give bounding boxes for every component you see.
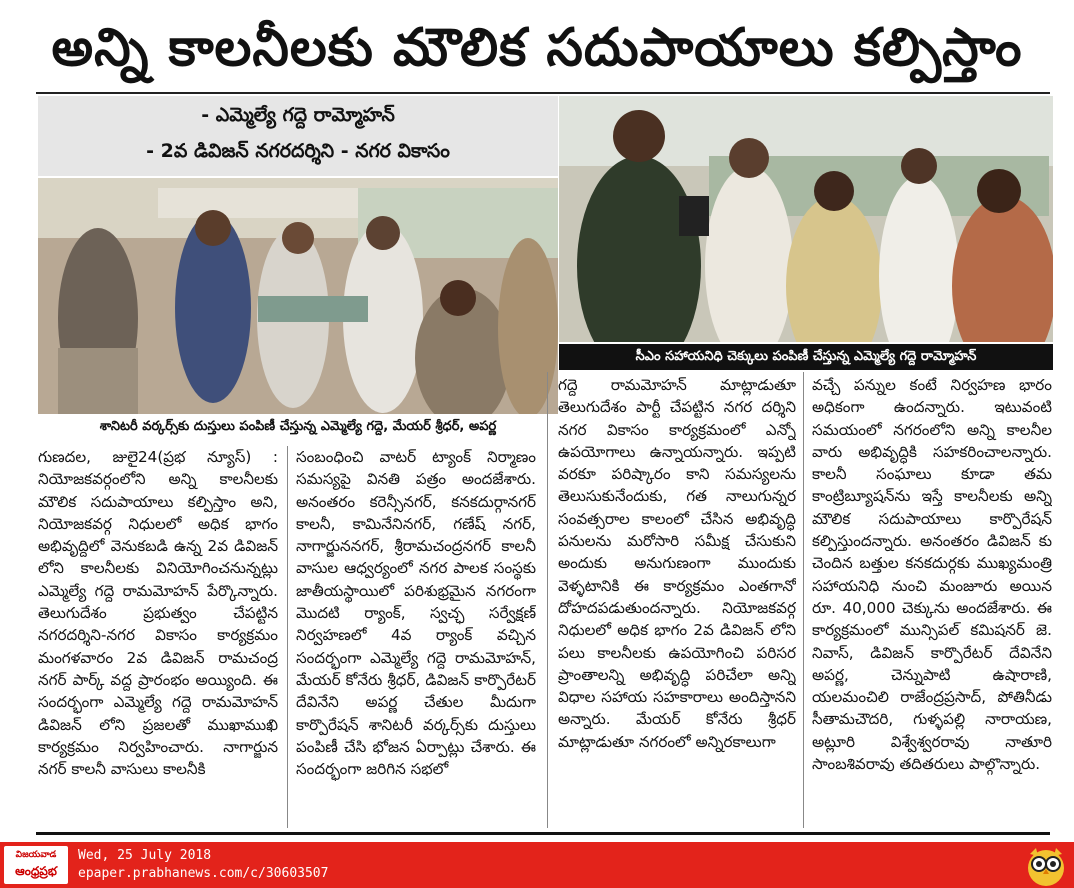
column-divider — [803, 372, 804, 828]
epaper-footer — [0, 842, 1074, 888]
article-column-2: సంబంధించి వాటర్ ట్యాంక్ నిర్మాణం సమస్యపై వినతి పత్రం అందజేశారు. అనంతరం కరెన్సీనగర్, కనకదుర్గానగర్ కాలనీ, కామినేనినగర్, గణేష్ నగర్, నాగార్జుననగర్, శ్రీరామచంద్రనగర్ కాలనీ వాసుల ఆధ్వర్యంలో నగర పాలక సంస్థకు జాతీయస్థాయిలో పరిశుభ్రమైన నగరంగా మొదటి ర్యాంక్, స్వచ్ఛ సర్వేక్షణ్ నిర్వహణలో 4వ ర్యాంక్ వచ్చిన సందర్భంగా ఎమ్మెల్యే గద్దె రామమోహన్, మేయర్ కోనేరు శ్రీధర్, డివిజన్ కార్పొరేటర్ దేవినేని అపర్ణ చేతుల మీదుగా కార్పొరేషన్ శానిటరీ వర్కర్స్‌కు దుస్తులు పంపిణీ చేసి భోజన ఏర్పాట్లు చేశారు. ఈ సందర్భంగా జరిగిన సభలో — [296, 448, 536, 779]
right-photo — [559, 96, 1053, 342]
footer-rule — [36, 832, 1050, 835]
column-divider — [547, 372, 548, 828]
article-column-3: గద్దె రామమోహన్ మాట్లాడుతూ తెలుగుదేశం పార్టీ చేపట్టిన నగర దర్శిని నగర వికాసం కార్యక్రమంలో ఎన్నో ఉపయోగాలు ఉన్నాయన్నారు. ఇప్పటి వరకూ పరిష్కారం కాని సమస్యలను తెలుసుకునేందుకు, గత నాలుగున్నర సంవత్సరాల కాలంలో చేసిన అభివృద్ధి పనులను మరోసారి సమీక్ష చేసుకుని అందుకు అనుగుణంగా ముందుకు వెళ్ళటానికి ఈ కార్యక్రమం ఎంతగానో దోహదపడుతుందన్నారు. నియోజకవర్గ నిధులలో అధిక భాగం 2వ డివిజన్ లోని పలు కాలనీలకు ఉపయోగించి పరిసర ప్రాంతాలన్ని అభివృద్ధి పరిచేలా అన్ని విధాల సహాయ సహకారాలు అందిస్తానని అన్నారు. మేయర్ కోనేరు శ్రీధర్ మాట్లాడుతూ నగరంలో అన్నిరకాలుగా — [558, 376, 796, 751]
left-photo-caption: శానిటరీ వర్కర్స్‌కు దుస్తులు పంపిణీ చేస్తున్న ఎమ్మెల్యే గద్దె, మేయర్ శ్రీధర్, అపర్ణ — [99, 419, 497, 434]
logo-line-1: విజయవాడ — [15, 850, 57, 860]
edition-date: Wed, 25 July 2018 — [78, 848, 212, 863]
subhead-box — [38, 96, 558, 176]
subhead-1: - ఎమ్మెల్యే గద్దె రామ్మోహన్ — [201, 104, 395, 126]
subhead-2: - 2వ డివిజన్ నగరదర్శిని - నగర వికాసం — [146, 140, 450, 162]
clip-url[interactable]: epaper.prabhanews.com/c/30603507 — [78, 866, 329, 881]
right-photo-caption: సీఎం సహాయనిధి చెక్కులు పంపిణీ చేస్తున్న ఎమ్మెల్యే గద్దె రామ్మోహన్ — [559, 344, 1053, 370]
headline: అన్ని కాలనీలకు మౌలిక సదుపాయాలు కల్పిస్తాం — [51, 18, 1023, 78]
article-column-4: వచ్చే పన్నుల కంటే నిర్వహణ భారం అధికంగా ఉందన్నారు. ఇటువంటి సమయంలో నగరంలోని అన్ని కాలనీల వారు అభివృద్ధికి సహకరించాలన్నారు. కాలనీ సంఘాలు కూడా తమ కాంట్రిబ్యూషన్‌ను ఇస్తే కాలనీలకు అన్ని మౌలిక సదుపాయాలు కార్పొరేషన్ కల్పిస్తుందన్నారు. అనంతరం డివిజన్ కు చెందిన బత్తుల కనకదుర్గకు ముఖ్యమంత్రి సహాయనిధి నుంచి మంజూరు అయిన రూ. 40,000 చెక్కును అందజేశారు. ఈ కార్యక్రమంలో మున్సిపల్ కమిషనర్ జె. నివాస్, డివిజన్ కార్పొరేటర్ దేవినేని అపర్ణ, చెన్నుపాటి ఉషారాణి, యలమంచిలి రాజేంద్రప్రసాద్, పోతినీడు సీతామచౌదరి, గుళ్ళపల్లి నారాయణ, అట్లూరి విశ్వేశ్వరరావు నాతూరి సాంబశివరావు తదితరులు పాల్గొన్నారు. — [812, 376, 1052, 774]
article-column-1: గుణదల, జులై24(ప్రభ న్యూస్) : నియోజకవర్గంలోని అన్ని కాలనీలకు మౌలిక సదుపాయాలు కల్పిస్తాం అని, నియోజకవర్గ నిధులలో అధిక భాగం అభివృద్దిలో వెనుకబడి ఉన్న 2వ డివిజన్ లోని కాలనీలకు వినియోగించనున్నట్లు ఎమ్మెల్యే గద్దె రామమోహన్ పేర్కొన్నారు. తెలుగుదేశం ప్రభుత్వం చేపట్టిన నగరదర్శిని-నగర వికాసం కార్యక్రమం మంగళవారం 2వ డివిజన్ రామచంద్ర నగర్ పార్క్ వద్ద ప్రారంభం అయ్యింది. ఈ సందర్భంగా ఎమ్మెల్యే గద్దె రామమోహన్ డివిజన్ లోని ప్రజలతో ముఖాముఖి కార్యక్రమం నిర్వహించారు. నాగార్జున నగర్ కాలనీ వాసులు కాలనీకి — [38, 448, 278, 779]
column-divider — [287, 446, 288, 828]
owl-mascot-icon — [1024, 842, 1068, 888]
publication-logo[interactable] — [4, 846, 68, 884]
left-photo — [38, 178, 558, 414]
headline-rule — [36, 92, 1050, 94]
logo-line-2: ఆంధ్రప్రభ — [15, 864, 57, 878]
